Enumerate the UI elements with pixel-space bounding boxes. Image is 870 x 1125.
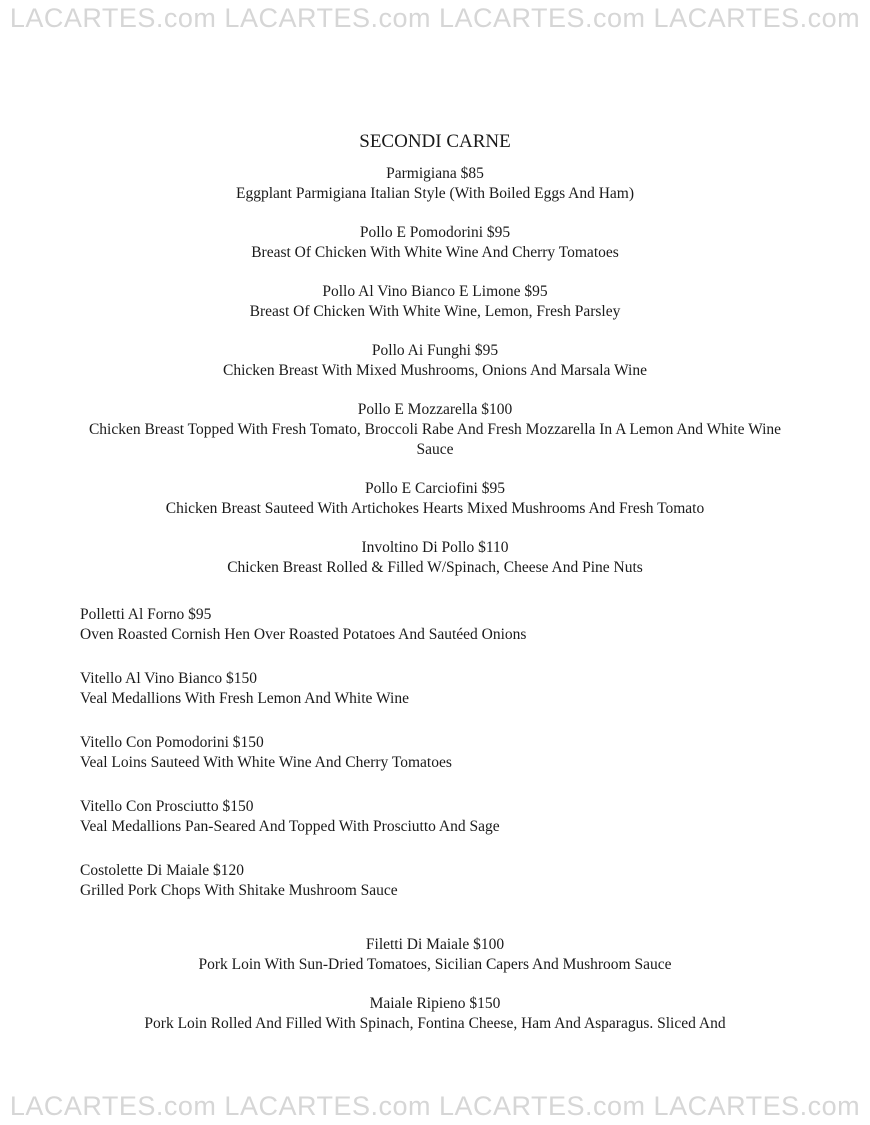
item-name: Vitello Con Pomodorini $150: [80, 734, 264, 751]
menu-item-vitello-al-vino-bianco: [80, 669, 780, 709]
menu-item-pollo-ai-funghi: [80, 341, 790, 381]
item-description: Pork Loin With Sun-Dried Tomatoes, Sicilian Capers And Mushroom Sauce: [198, 956, 672, 973]
menu-item-vitello-con-prosciutto: [80, 797, 780, 837]
menu-item-filetti-di-maiale: [80, 935, 790, 975]
menu-item-parmigiana: [80, 164, 790, 204]
watermark-bottom: LACARTES.com LACARTES.com LACARTES.com LACARTES.com: [9, 1091, 861, 1121]
item-name: Filetti Di Maiale $100: [365, 936, 505, 953]
item-name: Pollo Ai Funghi $95: [371, 342, 499, 359]
item-name: Polletti Al Forno $95: [80, 606, 212, 623]
item-name: Vitello Con Prosciutto $150: [80, 798, 254, 815]
item-description: Chicken Breast Rolled & Filled W/Spinach, Cheese And Pine Nuts: [227, 559, 643, 576]
item-name: Involtino Di Pollo $110: [361, 539, 509, 556]
item-name: Maiale Ripieno $150: [369, 995, 501, 1012]
item-description: Eggplant Parmigiana Italian Style (With Boiled Eggs And Ham): [236, 185, 634, 202]
menu-item-pollo-al-vino-bianco: [80, 282, 790, 322]
section-title: SECONDI CARNE: [359, 131, 511, 152]
item-description: Veal Medallions With Fresh Lemon And White Wine: [80, 690, 409, 707]
menu-item-pollo-e-pomodorini: [80, 223, 790, 263]
item-description: Chicken Breast Topped With Fresh Tomato, Broccoli Rabe And Fresh Mozzarella In A Lemon And White Wine Sauce: [88, 421, 782, 458]
menu-item-costolette-di-maiale: [80, 861, 780, 901]
menu-item-involtino-di-pollo: [80, 538, 790, 578]
item-description: Grilled Pork Chops With Shitake Mushroom Sauce: [80, 882, 398, 899]
item-description: Breast Of Chicken With White Wine, Lemon, Fresh Parsley: [249, 303, 621, 320]
menu-item-vitello-con-pomodorini: [80, 733, 780, 773]
watermark-top: LACARTES.com LACARTES.com LACARTES.com LACARTES.com: [9, 3, 861, 33]
item-name: Costolette Di Maiale $120: [80, 862, 245, 879]
item-name: Pollo Al Vino Bianco E Limone $95: [322, 283, 548, 300]
item-name: Pollo E Mozzarella $100: [357, 401, 513, 418]
item-description: Chicken Breast With Mixed Mushrooms, Onions And Marsala Wine: [223, 362, 647, 379]
menu-item-maiale-ripieno: [80, 994, 790, 1034]
menu-item-pollo-e-carciofini: [80, 479, 790, 519]
item-description: Pork Loin Rolled And Filled With Spinach, Fontina Cheese, Ham And Asparagus. Sliced And: [144, 1015, 726, 1032]
item-name: Pollo E Pomodorini $95: [359, 224, 511, 241]
menu-item-pollo-e-mozzarella: [80, 400, 790, 460]
item-description: Chicken Breast Sauteed With Artichokes Hearts Mixed Mushrooms And Fresh Tomato: [165, 500, 705, 517]
item-name: Pollo E Carciofini $95: [365, 480, 505, 497]
item-name: Parmigiana $85: [386, 165, 484, 182]
item-description: Veal Medallions Pan-Seared And Topped With Prosciutto And Sage: [80, 818, 500, 835]
item-description: Veal Loins Sauteed With White Wine And Cherry Tomatoes: [80, 754, 452, 771]
menu-item-polletti-al-forno: [80, 605, 780, 645]
item-description: Oven Roasted Cornish Hen Over Roasted Potatoes And Sautéed Onions: [80, 626, 527, 643]
item-name: Vitello Al Vino Bianco $150: [80, 670, 257, 687]
item-description: Breast Of Chicken With White Wine And Cherry Tomatoes: [251, 244, 619, 261]
